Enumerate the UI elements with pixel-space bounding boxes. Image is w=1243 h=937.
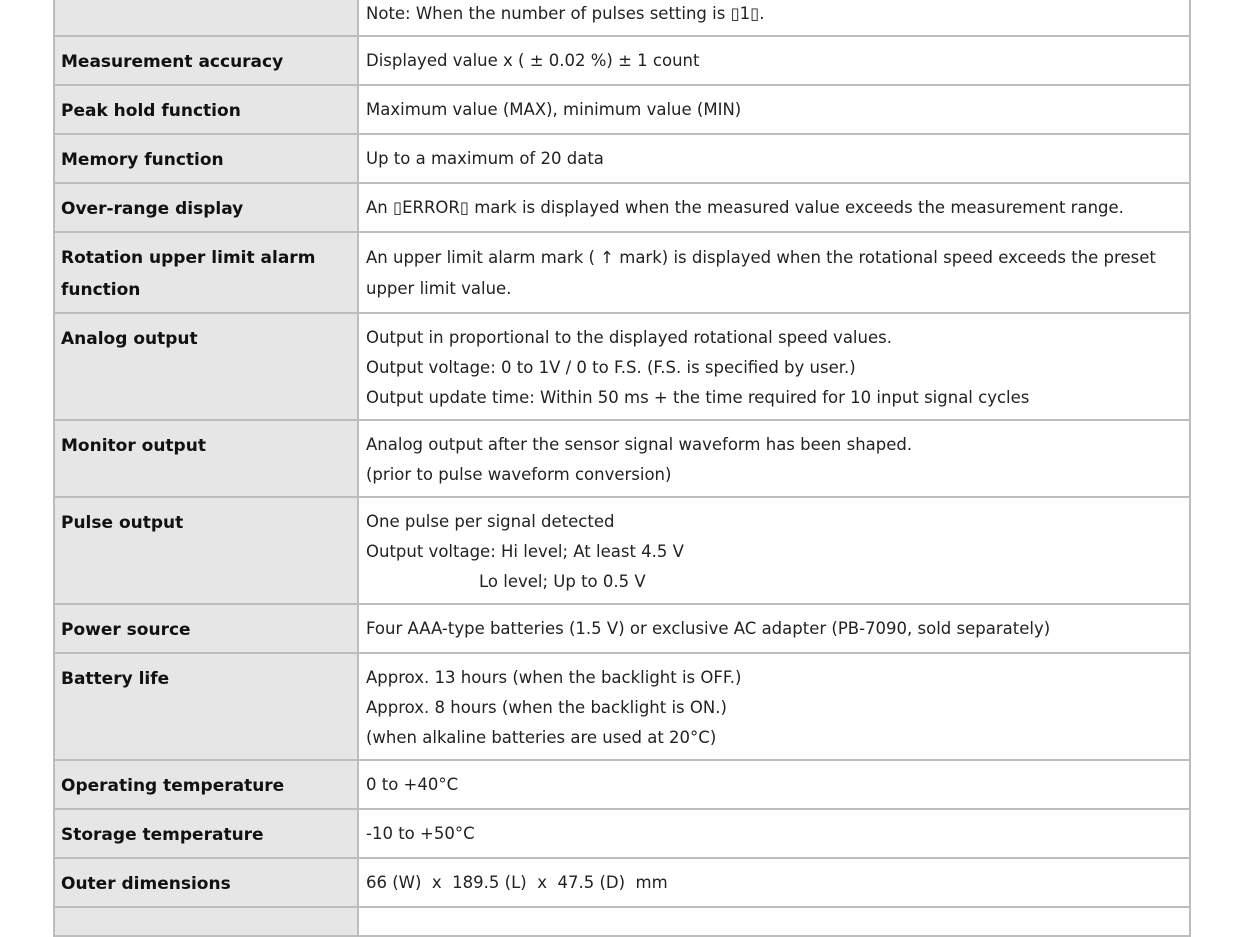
value-line: Output voltage: Hi level; At least 4.5 V (366, 542, 684, 561)
table-row-next (54, 907, 1190, 936)
row-label: Battery life (54, 653, 358, 760)
value-line: Displayed value x ( ± 0.02 %) ± 1 count (366, 51, 700, 70)
specifications-table (53, 0, 1191, 937)
table-row-measurement-accuracy (54, 36, 1190, 85)
row-value (358, 183, 1190, 232)
table-row-pulses-note (54, 0, 1190, 36)
table-row-analog-output (54, 313, 1190, 420)
table-row-upper-limit-alarm (54, 232, 1190, 313)
value-line: Up to a maximum of 20 data (366, 149, 604, 168)
row-value (358, 858, 1190, 907)
value-line: One pulse per signal detected (366, 512, 615, 531)
row-value (358, 85, 1190, 134)
value-line: Note: When the number of pulses setting is ▯1▯. (366, 4, 765, 23)
row-value (358, 313, 1190, 420)
row-label: Measurement accuracy (54, 36, 358, 85)
value-line: An upper limit alarm mark ( ↑ mark) is displayed when the rotational speed exceeds the preset upper limit value. (366, 248, 1156, 298)
row-label: Peak hold function (54, 85, 358, 134)
table-row-pulse-output (54, 497, 1190, 604)
value-line: An ▯ERROR▯ mark is displayed when the measured value exceeds the measurement range. (366, 198, 1124, 217)
table-row-operating-temperature (54, 760, 1190, 809)
row-label: Outer dimensions (54, 858, 358, 907)
row-label: Rotation upper limit alarm function (54, 232, 358, 313)
value-line: Lo level; Up to 0.5 V (479, 572, 646, 591)
table-row-memory-function (54, 134, 1190, 183)
row-label: Over-range display (54, 183, 358, 232)
table-row-peak-hold (54, 85, 1190, 134)
table-row-storage-temperature (54, 809, 1190, 858)
row-value (358, 760, 1190, 809)
value-line: Four AAA-type batteries (1.5 V) or exclusive AC adapter (PB-7090, sold separately) (366, 619, 1051, 638)
value-line: Output update time: Within 50 ms + the time required for 10 input signal cycles (366, 388, 1030, 407)
row-label: Operating temperature (54, 760, 358, 809)
row-label: Power source (54, 604, 358, 653)
table-row-over-range (54, 183, 1190, 232)
row-label: Monitor output (54, 420, 358, 497)
row-label: Pulse output (54, 497, 358, 604)
row-value (358, 232, 1190, 313)
table-row-monitor-output (54, 420, 1190, 497)
value-line: Approx. 13 hours (when the backlight is OFF.) (366, 668, 742, 687)
row-value (358, 907, 1190, 936)
value-line: Output in proportional to the displayed rotational speed values. (366, 328, 892, 347)
row-value (358, 420, 1190, 497)
value-line: Maximum value (MAX), minimum value (MIN) (366, 100, 742, 119)
row-label: Memory function (54, 134, 358, 183)
value-line: -10 to +50°C (366, 824, 475, 843)
row-value (358, 604, 1190, 653)
table-row-battery-life (54, 653, 1190, 760)
row-label: Analog output (54, 313, 358, 420)
value-line: (prior to pulse waveform conversion) (366, 465, 672, 484)
value-line: Approx. 8 hours (when the backlight is ON.) (366, 698, 727, 717)
row-label (54, 907, 358, 936)
value-line: Analog output after the sensor signal waveform has been shaped. (366, 435, 913, 454)
table-row-outer-dimensions (54, 858, 1190, 907)
row-label: Storage temperature (54, 809, 358, 858)
value-line: (when alkaline batteries are used at 20°C) (366, 728, 717, 747)
row-value (358, 809, 1190, 858)
value-line: 66 (W) x 189.5 (L) x 47.5 (D) mm (366, 873, 668, 892)
row-value (358, 36, 1190, 85)
row-value (358, 653, 1190, 760)
value-line: 0 to +40°C (366, 775, 459, 794)
row-label (54, 0, 358, 36)
value-line: Output voltage: 0 to 1V / 0 to F.S. (F.S. is specified by user.) (366, 358, 856, 377)
row-value (358, 134, 1190, 183)
row-value (358, 497, 1190, 604)
table-row-power-source (54, 604, 1190, 653)
row-value (358, 0, 1190, 36)
